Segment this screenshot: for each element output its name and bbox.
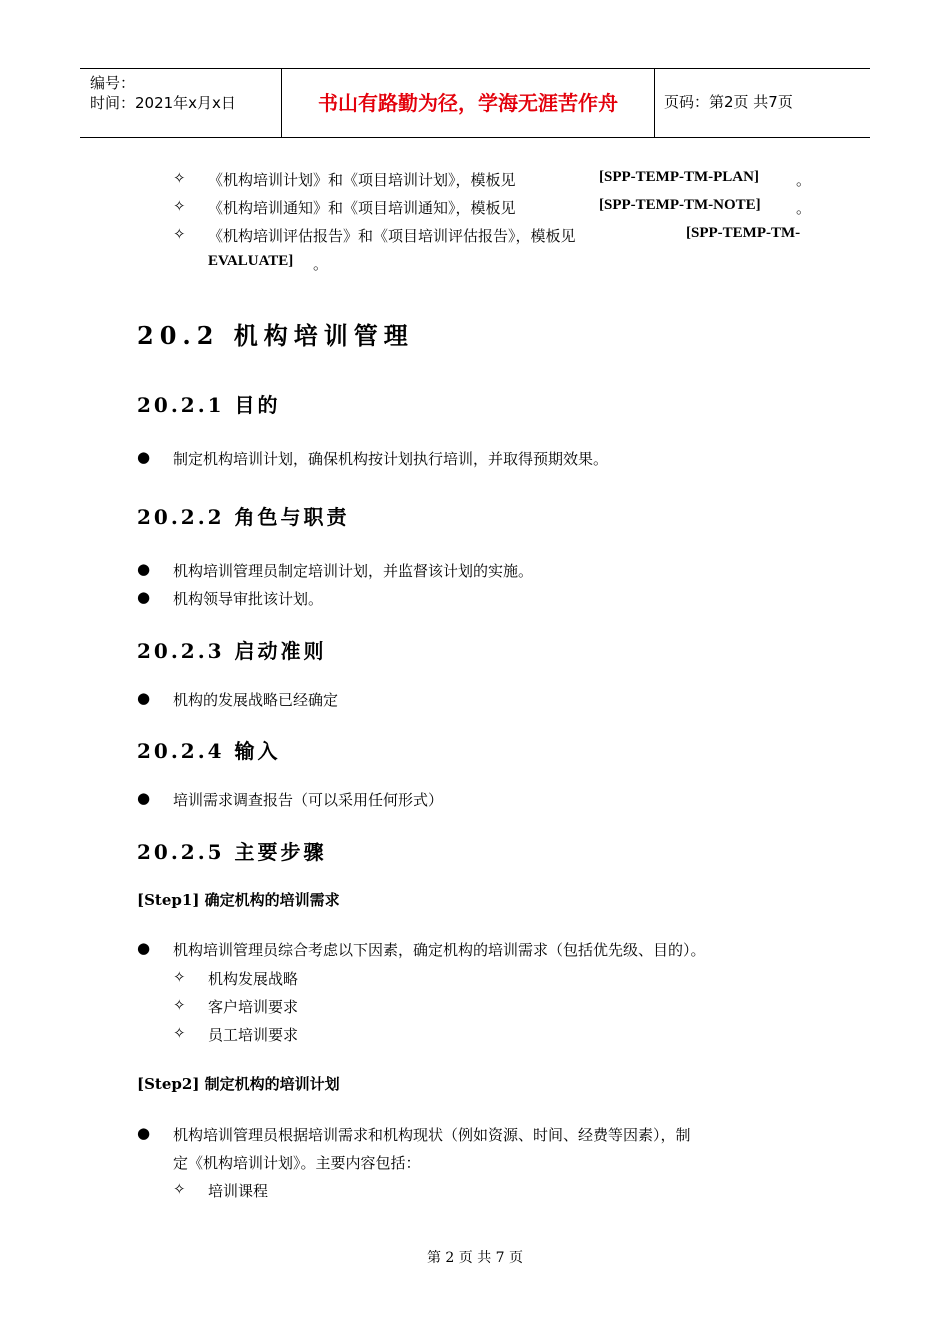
bullet-icon: ●: [137, 448, 151, 466]
intro-item-code: [SPP-TEMP-TM-NOTE]: [599, 197, 761, 213]
time-label: 时间：2021年x月x日: [90, 94, 236, 112]
number-label: 编号：: [90, 74, 136, 92]
header-meta: [90, 73, 236, 113]
diamond-icon: ✧: [173, 1180, 186, 1198]
step2-heading: [Step2] 制定机构的培训计划: [137, 1075, 340, 1093]
page-header: [80, 68, 870, 138]
header-page-label: 页码：第2页 共7页: [664, 93, 793, 111]
roles-item: 机构培训管理员制定培训计划，并监督该计划的实施。: [173, 562, 534, 580]
diamond-icon: ✧: [173, 197, 186, 215]
roles-heading: 20.2.2 角色与职责: [137, 505, 350, 529]
bullet-icon: ●: [137, 689, 151, 707]
intro-item-code-cont: EVALUATE]: [208, 253, 294, 269]
intro-item-text: 《机构培训计划》和《项目培训计划》，模板见: [208, 171, 516, 189]
bullet-icon: ●: [137, 1124, 151, 1142]
diamond-icon: ✧: [173, 968, 186, 986]
bullet-icon: ●: [137, 939, 151, 957]
step1-heading: [Step1] 确定机构的培训需求: [137, 891, 340, 909]
step2-text-line: 机构培训管理员根据培训需求和机构现状（例如资源、时间、经费等因素），制: [173, 1126, 691, 1144]
roles-item: 机构领导审批该计划。: [173, 590, 324, 608]
purpose-item: 制定机构培训计划，确保机构按计划执行培训，并取得预期效果。: [173, 450, 609, 468]
header-motto: 书山有路勤为径，学海无涯苦作舟: [318, 91, 618, 115]
step1-sub-item: 机构发展战略: [208, 970, 299, 988]
start-criteria-heading: 20.2.3 启动准则: [137, 639, 327, 663]
page-footer: 第 2 页 共 7 页: [426, 1250, 524, 1266]
bullet-icon: ●: [137, 560, 151, 578]
diamond-icon: ✧: [173, 996, 186, 1014]
step1-text: 机构培训管理员综合考虑以下因素，确定机构的培训需求（包括优先级、目的）。: [173, 941, 706, 959]
bullet-icon: ●: [137, 789, 151, 807]
step1-sub-item: 员工培训要求: [208, 1026, 299, 1044]
start-criteria-item: 机构的发展战略已经确定: [173, 691, 339, 709]
diamond-icon: ✧: [173, 225, 186, 243]
intro-item-code: [SPP-TEMP-TM-: [686, 225, 801, 241]
section-title: 20.2 机构培训管理: [137, 321, 414, 350]
intro-item-code: [SPP-TEMP-TM-PLAN]: [599, 169, 759, 185]
diamond-icon: ✧: [173, 1024, 186, 1042]
diamond-icon: ✧: [173, 169, 186, 187]
input-heading: 20.2.4 输入: [137, 739, 281, 763]
input-item: 培训需求调查报告（可以采用任何形式）: [173, 791, 444, 809]
step2-sub-item: 培训课程: [208, 1182, 269, 1200]
intro-item-end: 。: [796, 199, 812, 217]
step1-sub-item: 客户培训要求: [208, 998, 299, 1016]
purpose-heading: 20.2.1 目的: [137, 393, 281, 417]
intro-item-text: 《机构培训通知》和《项目培训通知》，模板见: [208, 199, 516, 217]
header-divider: [654, 69, 655, 137]
intro-item-end: 。: [313, 255, 329, 273]
steps-heading: 20.2.5 主要步骤: [137, 840, 327, 864]
intro-item-end: 。: [796, 171, 812, 189]
bullet-icon: ●: [137, 588, 151, 606]
intro-item-text: 《机构培训评估报告》和《项目培训评估报告》，模板见: [208, 227, 576, 245]
step2-text-line: 定《机构培训计划》。主要内容包括：: [173, 1154, 421, 1172]
